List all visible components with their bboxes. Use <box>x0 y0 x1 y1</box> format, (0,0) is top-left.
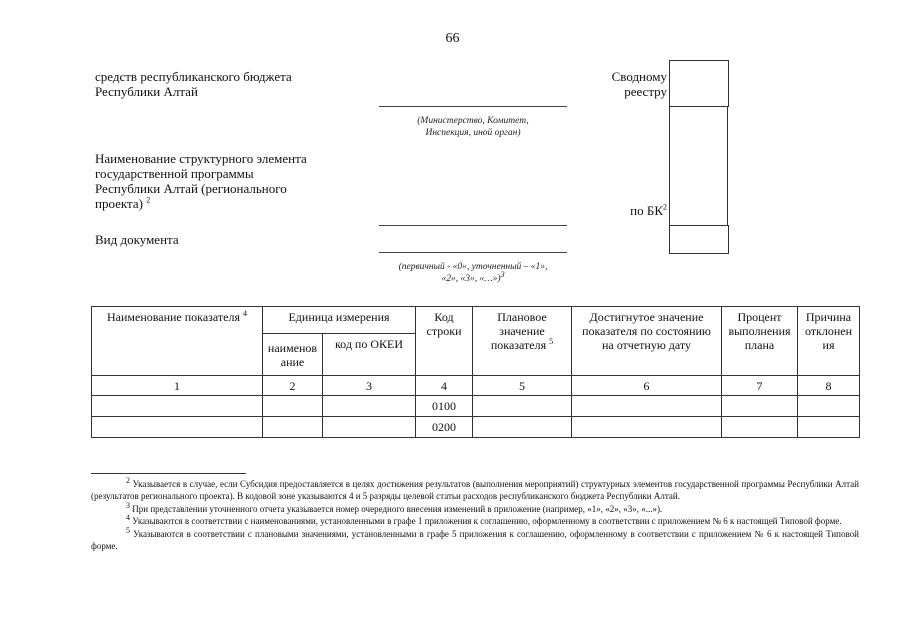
registry-label <box>560 69 667 99</box>
document-type-caption-line: «2», «3», «…»)$^3$ <box>441 269 505 284</box>
budget-label <box>95 69 292 99</box>
cell-achieved-value[interactable] <box>572 396 722 417</box>
cell-deviation-reason[interactable] <box>798 396 860 417</box>
cell-percent[interactable] <box>722 396 798 417</box>
footnote-number: 5 <box>126 525 130 535</box>
col-header-line: показателя по состоянию <box>582 324 711 338</box>
cell-achieved-value[interactable] <box>572 417 722 438</box>
footnote: $^3$ При представлении уточненного отчета указывается номер очередного внесения изменений в приложение (например, «1», «2», «3», «...»). <box>126 500 663 514</box>
ministry-fill-line <box>379 106 567 107</box>
col-header-line: ия <box>822 338 835 352</box>
table-row <box>92 396 860 417</box>
footnote: $^2$ Указывается в случае, если Субсидия предоставляется в целях достижения результатов (выполнения мероприятий) структурных элементов государственной программы Республики Алтай (результатов регионального проекта). В кодовой зоне указываются 4 и 5 разряды целевой статьи расходов республиканского бюджета Республики Алтай. <box>91 476 859 502</box>
col-number: 3 <box>323 376 416 396</box>
cell-indicator-name[interactable] <box>92 417 263 438</box>
col-header-line: Причина <box>805 310 852 324</box>
footnote-ref: 2 <box>663 202 667 212</box>
structural-element-label-line: государственной программы <box>95 166 254 181</box>
registry-code-box[interactable] <box>669 60 729 107</box>
col-header-line: ание <box>280 354 305 369</box>
col-header-achieved-value <box>572 307 722 376</box>
footnote-ref: 2 <box>146 195 151 205</box>
footnote-number: 2 <box>126 476 130 485</box>
document-type-fill-line <box>379 252 567 253</box>
col-header-line: показателя $^5$ <box>490 337 554 352</box>
cell-unit-name[interactable] <box>263 396 323 417</box>
col-number: 1 <box>92 376 263 396</box>
col-header-indicator-name: Наименование показателя $^4$ <box>92 307 263 376</box>
footnote: $^5$ Указываются в соответствии с плановыми значениями, установленными в графе 5 приложения к соглашению, оформленному в соответствии с приложением № 6 к настоящей Типовой форме. <box>91 525 859 552</box>
footnote-number: 3 <box>126 500 130 510</box>
footnote-ref: 3 <box>500 269 505 279</box>
footnote-ref: 5 <box>549 337 554 346</box>
cell-okei-code[interactable] <box>323 417 416 438</box>
col-header-unit-name <box>263 334 323 376</box>
table-row <box>92 417 860 438</box>
col-header-line: Код <box>434 310 454 324</box>
cell-unit-name[interactable] <box>263 417 323 438</box>
registry-label-line: реестру <box>624 84 667 99</box>
col-header-line: на отчетную дату <box>601 338 692 352</box>
ministry-caption <box>379 115 567 139</box>
cell-percent[interactable] <box>722 417 798 438</box>
col-number: 4 <box>416 376 473 396</box>
cell-line-code: 0200 <box>416 417 473 438</box>
col-header-line: отклонен <box>804 324 853 338</box>
col-header-line: Достигнутое значение <box>589 310 704 324</box>
structural-element-label-line: проекта) $^2$ <box>95 195 151 211</box>
col-number: 7 <box>722 376 798 396</box>
registry-label-line: Сводному <box>611 69 667 84</box>
footnote: $^4$ Указываются в соответствии с наименованиями, установленными в графе 1 приложения к соглашению, оформленному в соответствии с приложением № 6 к настоящей Типовой форме. <box>126 513 842 527</box>
col-number: 6 <box>572 376 722 396</box>
page-number: 66 <box>445 31 460 46</box>
cell-plan-value[interactable] <box>473 396 572 417</box>
col-header-line: Плановое <box>497 310 547 324</box>
col-number: 2 <box>263 376 323 396</box>
col-header-line: Процент <box>737 310 782 324</box>
cell-line-code: 0100 <box>416 396 473 417</box>
footnote-number: 4 <box>126 513 130 523</box>
col-header-line: выполнения <box>728 324 791 338</box>
col-header-line: строки <box>426 324 462 338</box>
indicator-table <box>91 306 860 438</box>
cell-deviation-reason[interactable] <box>798 417 860 438</box>
structural-element-label-line: Наименование структурного элемента <box>95 151 307 166</box>
col-header-unit-group: Единица измерения <box>263 307 416 334</box>
element-fill-line <box>379 225 567 226</box>
footnote-ref: 4 <box>243 309 247 318</box>
document-type-caption <box>372 261 574 285</box>
col-header-percent <box>722 307 798 376</box>
cell-indicator-name[interactable] <box>92 396 263 417</box>
footnote-separator <box>91 473 246 474</box>
col-number: 5 <box>473 376 572 396</box>
col-header-plan-value <box>473 307 572 376</box>
cell-plan-value[interactable] <box>473 417 572 438</box>
col-header-line: значение <box>499 324 545 338</box>
ministry-caption-line: Инспекция, иной орган) <box>425 128 521 138</box>
ministry-caption-line: (Министерство, Комитет, <box>417 116 529 126</box>
budget-label-line: Республики Алтай <box>95 84 198 99</box>
col-header-deviation-reason <box>798 307 860 376</box>
document-type-label: Вид документа <box>95 232 179 247</box>
structural-element-label-line: Республики Алтай (регионального <box>95 181 287 196</box>
col-header-line: наименов <box>267 340 318 355</box>
col-number: 8 <box>798 376 860 396</box>
bk-label: по $БК^2$ <box>630 202 667 218</box>
budget-label-line: средств республиканского бюджета <box>95 69 292 84</box>
footnotes <box>91 478 859 552</box>
col-header-line-code <box>416 307 473 376</box>
cell-okei-code[interactable] <box>323 396 416 417</box>
document-type-caption-line: (первичный - «0», уточненный – «1», <box>398 262 548 272</box>
code-zone-column <box>669 106 728 225</box>
col-header-line: плана <box>744 338 775 352</box>
col-header-okei-code: код по ОКЕИ <box>323 334 416 376</box>
structural-element-label <box>95 151 307 211</box>
bk-code-box[interactable] <box>669 225 729 254</box>
